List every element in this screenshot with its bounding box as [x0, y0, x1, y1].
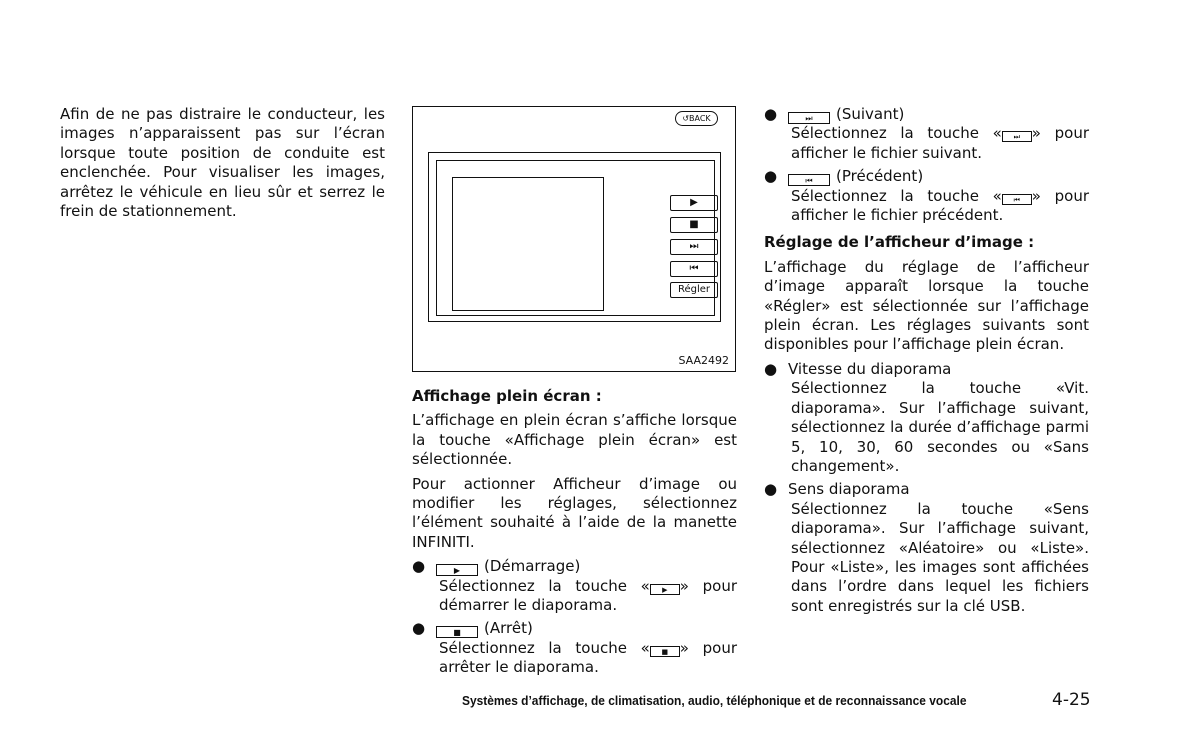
adjust-heading: Réglage de l’afficheur d’image : — [764, 233, 1035, 252]
stop-key-icon: ■ — [436, 626, 478, 638]
item-title: Vitesse du diaporama — [788, 359, 952, 378]
fullscreen-column — [412, 387, 737, 682]
stop-key-icon-small: ■ — [650, 646, 680, 657]
item-label: (Démarrage) — [484, 557, 581, 576]
next-button — [670, 239, 718, 255]
fullscreen-paragraph-1: L’affichage en plein écran s’affiche lorsque la touche «Affichage plein écran» est sélectionnée. — [412, 411, 737, 469]
fullscreen-paragraph-2: Pour actionner Afficheur d’image ou modifier les réglages, sélectionnez l’élément souhaité à l’aide de la manette INFINITI. — [412, 474, 737, 551]
back-label: BACK — [689, 114, 711, 123]
item-text-end: » pour afficher le fichier précédent. — [791, 186, 1090, 225]
list-item-speed — [764, 360, 1089, 476]
next-icon: ⏭ — [689, 241, 699, 252]
item-text: Sélectionnez la touche « — [791, 186, 1002, 205]
item-label: (Arrêt) — [484, 619, 533, 638]
item-text-end: » pour afficher le fichier suivant. — [791, 124, 1090, 162]
item-title: Sens diaporama — [788, 480, 910, 499]
list-item-direction — [764, 480, 1089, 616]
bullet: ● — [764, 105, 778, 123]
page-number: 4-25 — [1052, 690, 1091, 710]
footer-title: Systèmes d’affichage, de climatisation, audio, téléphonique et de reconnaissance vocale — [462, 693, 967, 708]
play-key-icon: ▶ — [436, 564, 478, 576]
previous-key-icon: ⏮ — [788, 174, 830, 186]
stop-icon: ■ — [689, 219, 699, 230]
item-body: Sélectionnez la touche «Sens diaporama». Sur l’affichage suivant, sélectionnez «Aléatoire» ou «Liste». Pour «Liste», les images sont affichées dans l’ordre dans lequel les fichiers sont enregistrés sur la clé USB. — [791, 499, 1089, 615]
previous-icon: ⏮ — [689, 263, 699, 274]
stop-button — [670, 217, 718, 233]
bullet: ● — [412, 619, 426, 638]
bullet: ● — [764, 359, 778, 378]
intro-column — [60, 105, 385, 226]
item-label: (Suivant) — [836, 105, 905, 123]
play-button — [670, 195, 718, 211]
list-item-start — [412, 557, 737, 615]
previous-key-icon-small: ⏮ — [1002, 194, 1032, 205]
fullscreen-heading: Affichage plein écran : — [412, 387, 602, 405]
next-key-icon-small: ⏭ — [1002, 131, 1032, 142]
list-item-previous — [764, 167, 1089, 225]
next-key-icon: ⏭ — [788, 112, 830, 124]
image-area — [452, 177, 604, 311]
list-item-next — [764, 105, 1089, 163]
play-key-icon-small: ▶ — [650, 584, 680, 595]
intro-paragraph: Afin de ne pas distraire le conducteur, les images n’apparaissent pas sur l’écran lorsque toute position de conduite est enclenchée. Pour visualiser les images, arrêtez le véhicule en lieu sûr et serrez le frein de stationnement. — [60, 105, 385, 221]
bullet: ● — [764, 480, 778, 499]
item-text: Sélectionnez la touche « — [791, 124, 1002, 143]
previous-button — [670, 261, 718, 277]
adjust-button: Régler — [670, 282, 718, 298]
item-text-end: » pour démarrer le diaporama. — [439, 576, 738, 615]
bullet: ● — [412, 557, 426, 576]
item-label: (Précédent) — [836, 167, 924, 186]
play-icon: ▶ — [690, 197, 698, 208]
item-body: Sélectionnez la touche «Vit. diaporama». Sur l’affichage suivant, sélectionnez la durée d’affichage parmi 5, 10, 30, 60 secondes ou «Sans changement». — [791, 379, 1089, 475]
item-text: Sélectionnez la touche « — [439, 638, 650, 657]
settings-column — [764, 105, 1089, 620]
back-button — [675, 111, 718, 126]
item-text-end: » pour arrêter le diaporama. — [439, 638, 738, 677]
bullet: ● — [764, 167, 778, 186]
back-arrow-icon: ↺ — [682, 114, 690, 123]
item-text: Sélectionnez la touche « — [439, 576, 650, 595]
figure-code: SAA2492 — [678, 354, 729, 367]
list-item-stop — [412, 619, 737, 677]
display-figure — [412, 106, 736, 372]
adjust-paragraph: L’affichage du réglage de l’afficheur d’image apparaît lorsque la touche «Régler» est sélectionnée sur l’affichage plein écran. Les réglages suivants sont disponibles pour l’affichage plein écran. — [764, 257, 1089, 354]
